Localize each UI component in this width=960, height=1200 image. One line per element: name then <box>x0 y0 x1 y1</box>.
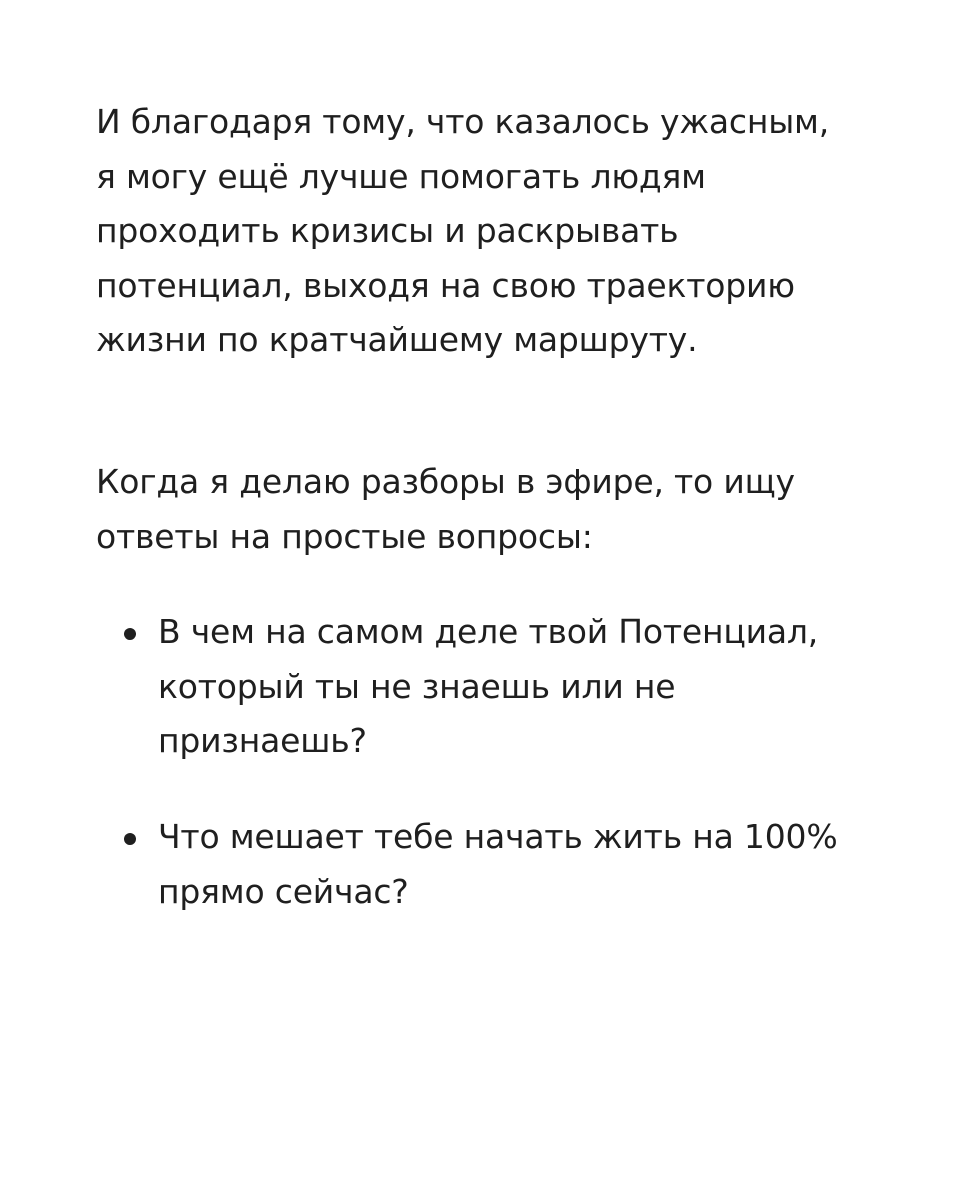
intro-line-1: И благодаря тому, что казалось ужасным, <box>96 102 830 141</box>
questions-intro-line-2: ответы на простые вопросы: <box>96 516 593 556</box>
question-1-line-1: В чем на самом деле твой Потенциал, <box>158 612 819 651</box>
intro-line-4: потенциал, выходя на свою траекторию <box>96 265 795 305</box>
question-list-second <box>96 810 896 919</box>
question-1-line-3: признаешь? <box>158 721 367 761</box>
question-item-potential <box>96 605 896 769</box>
questions-intro-paragraph <box>96 455 896 564</box>
question-2-line-2: прямо сейчас? <box>158 871 409 911</box>
intro-line-3: проходить кризисы и раскрывать <box>96 211 679 251</box>
question-item-blocker <box>96 810 896 919</box>
question-2-line-1: Что мешает тебе начать жить на 100% <box>158 817 838 856</box>
bullet-icon <box>124 628 136 640</box>
intro-line-5: жизни по кратчайшему маршруту. <box>96 320 698 360</box>
question-list-first <box>96 605 896 769</box>
intro-line-2: я могу ещё лучше помогать людям <box>96 156 706 196</box>
questions-intro-line-1: Когда я делаю разборы в эфире, то ищу <box>96 462 795 501</box>
bullet-icon <box>124 833 136 845</box>
question-1-line-2: который ты не знаешь или не <box>158 666 676 706</box>
intro-paragraph <box>96 95 896 368</box>
